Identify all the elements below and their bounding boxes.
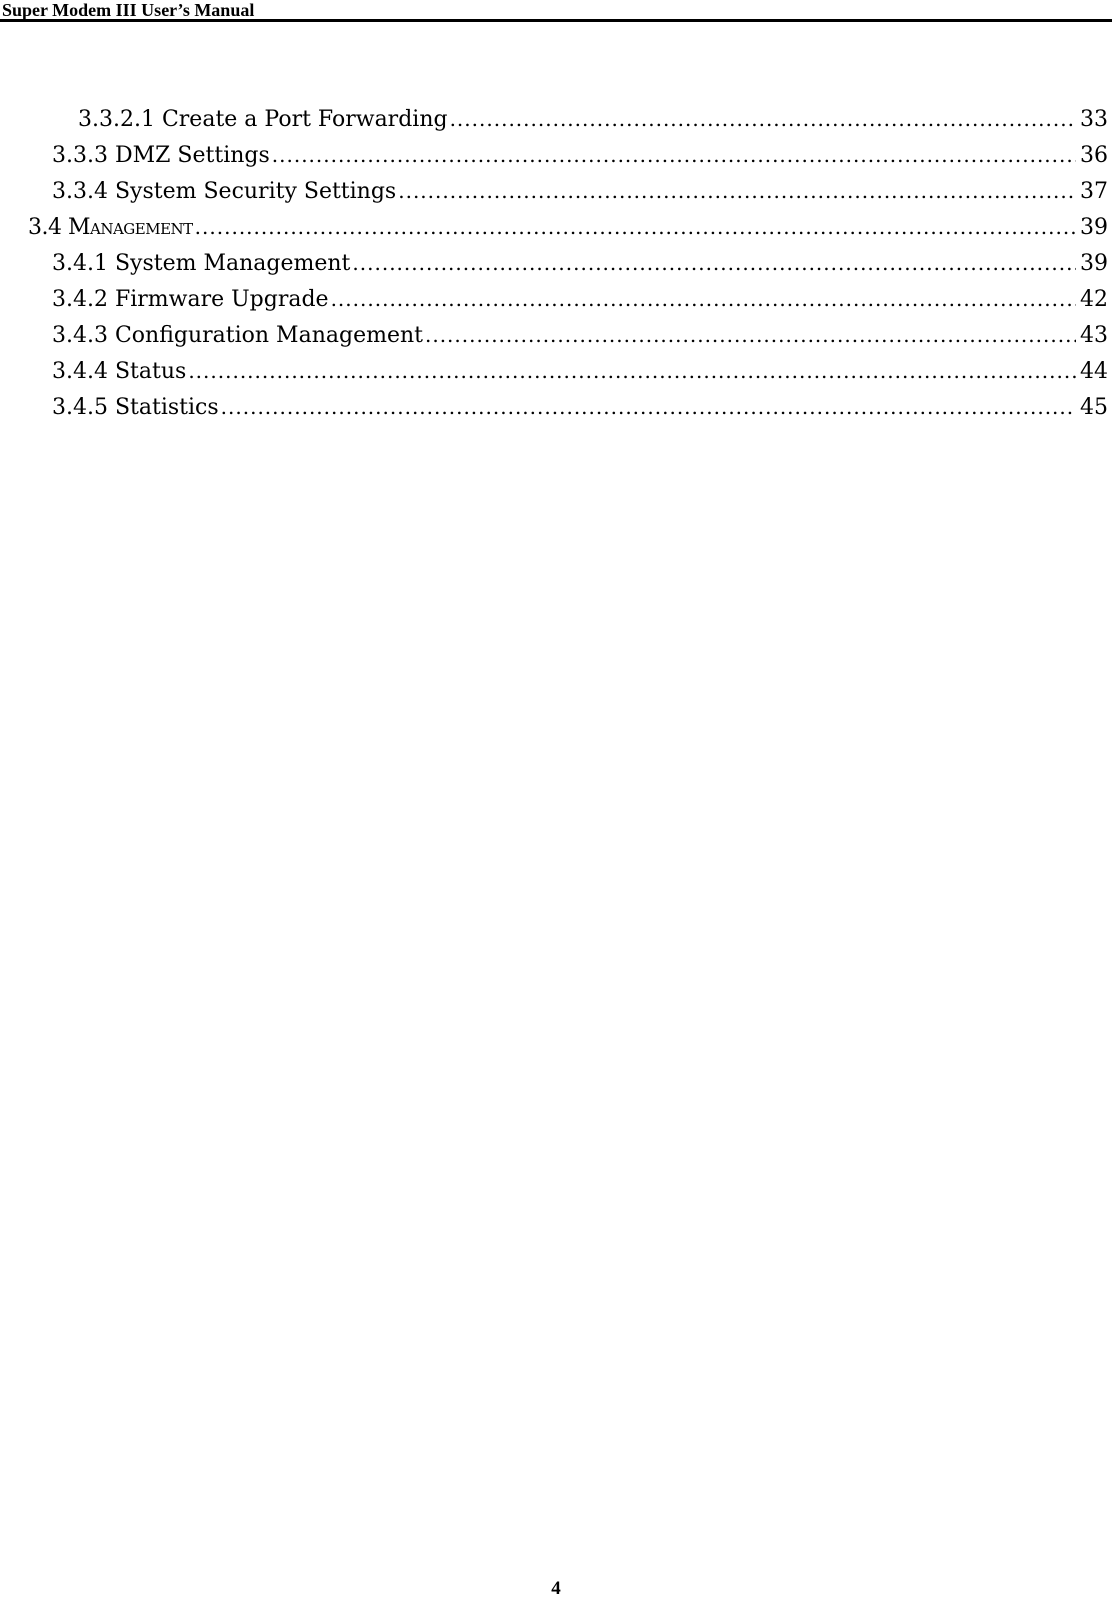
toc-entry-title: 3.4 Management [28,215,193,240]
dot-leader [272,138,1076,172]
dot-leader [331,282,1076,316]
toc-entry-page: 42 [1080,287,1108,312]
toc-entry-3-4-1[interactable] [52,246,1108,280]
toc-entry-title: 3.4.4 Status [52,359,187,384]
toc-entry-3-4[interactable] [28,210,1108,244]
toc-entry-page: 45 [1080,395,1108,420]
toc-entry-page: 36 [1080,143,1108,168]
toc-entry-3-4-5[interactable] [52,390,1108,424]
toc-entry-3-4-4[interactable] [52,354,1108,388]
toc-entry-3-3-4[interactable] [52,174,1108,208]
toc-entry-3-4-2[interactable] [52,282,1108,316]
toc-entry-title: 3.3.3 DMZ Settings [52,143,270,168]
page-number: 4 [551,1578,561,1599]
dot-leader [450,102,1076,136]
dot-leader [221,390,1076,424]
toc-entry-page: 39 [1080,251,1108,276]
toc-entry-3-4-3[interactable] [52,318,1108,352]
toc-entry-page: 43 [1080,323,1108,348]
toc-entry-title: 3.3.2.1 Create a Port Forwarding [78,107,448,132]
dot-leader [425,318,1076,352]
toc-entry-page: 44 [1080,359,1108,384]
dot-leader [188,354,1076,388]
toc-entry-3-3-3[interactable] [52,138,1108,172]
toc-entry-page: 33 [1080,107,1108,132]
toc-entry-3-3-2-1[interactable] [78,102,1108,136]
toc-entry-title: 3.4.2 Firmware Upgrade [52,287,329,312]
dot-leader [352,246,1076,280]
toc-entry-title: 3.4.3 Configuration Management [52,323,423,348]
toc-entry-title: 3.4.1 System Management [52,251,351,276]
toc-entry-title: 3.3.4 System Security Settings [52,179,397,204]
page-header [0,0,1112,22]
toc-entry-page: 39 [1080,215,1108,240]
manual-title: Super Modem III User’s Manual [2,0,255,20]
dot-leader [195,210,1076,244]
toc-entry-title: 3.4.5 Statistics [52,395,219,420]
toc-entry-page: 37 [1080,179,1108,204]
dot-leader [398,174,1076,208]
